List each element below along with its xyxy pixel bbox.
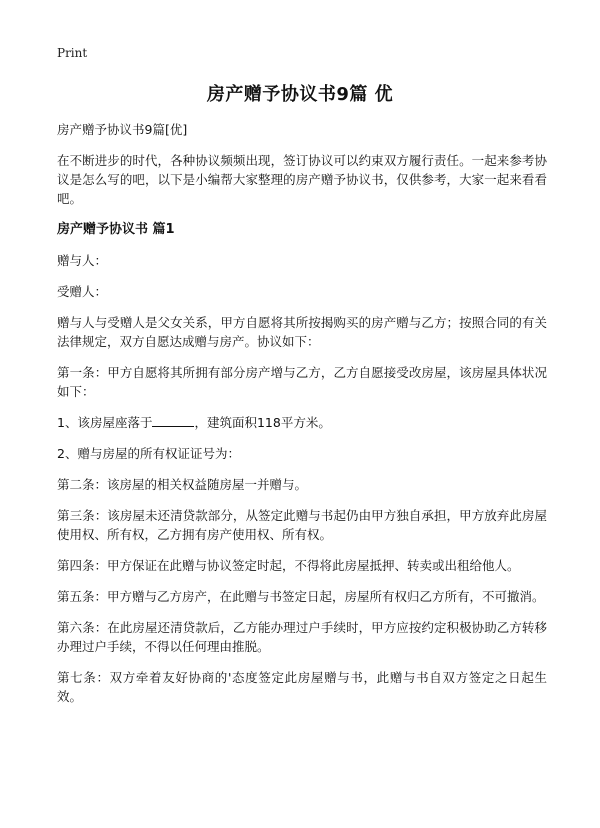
item-1-suffix: ，建筑面积118平方米。: [194, 415, 331, 430]
document-subtitle: 房产赠予协议书9篇[优]: [57, 122, 188, 137]
item-1: [57, 413, 547, 432]
address-blank: [152, 414, 194, 427]
article-3: 第三条：该房屋未还清贷款部分，从签定此赠与书起仍由甲方独自承担，甲方放弃此房屋使用权、所有权，乙方拥有房产使用权、所有权。: [57, 508, 547, 542]
article-2: 第二条：该房屋的相关权益随房屋一并赠与。: [57, 477, 308, 492]
recipient-line: 受赠人：: [57, 284, 108, 299]
article-6: 第六条：在此房屋还清贷款后，乙方能办理过户手续时，甲方应按约定积极协助乙方转移办理过户手续，不得以任何理由推脱。: [57, 620, 547, 654]
relation-paragraph: 赠与人与受赠人是父女关系，甲方自愿将其所按揭购买的房产赠与乙方；按照合同的有关法律规定，双方自愿达成赠与房产。协议如下：: [57, 315, 547, 349]
article-4: 第四条：甲方保证在此赠与协议签定时起，不得将此房屋抵押、转卖或出租给他人。: [57, 558, 520, 573]
print-link[interactable]: Print: [57, 46, 88, 60]
article-1: 第一条：甲方自愿将其所拥有部分房产增与乙方，乙方自愿接受改房屋，该房屋具体状况如下：: [57, 365, 547, 399]
section-heading: 房产赠予协议书 篇1: [57, 222, 175, 237]
article-5: 第五条：甲方赠与乙方房产，在此赠与书签定日起，房屋所有权归乙方所有，不可撤消。: [57, 589, 545, 604]
document-body: [57, 120, 547, 718]
item-2: 2、赠与房屋的所有权证证号为：: [57, 446, 240, 461]
intro-paragraph: 在不断进步的时代，各种协议频频出现，签订协议可以约束双方履行责任。一起来参考协议是怎么写的吧，以下是小编帮大家整理的房产赠予协议书，仅供参考，大家一起来看看吧。: [57, 153, 547, 206]
item-1-prefix: 1、该房屋座落于: [57, 415, 153, 430]
donor-line: 赠与人：: [57, 253, 108, 268]
article-7: 第七条：双方牵着友好协商的'态度签定此房屋赠与书，此赠与书自双方签定之日起生效。: [57, 670, 547, 704]
document-title: 房产赠予协议书9篇 优: [206, 84, 394, 105]
